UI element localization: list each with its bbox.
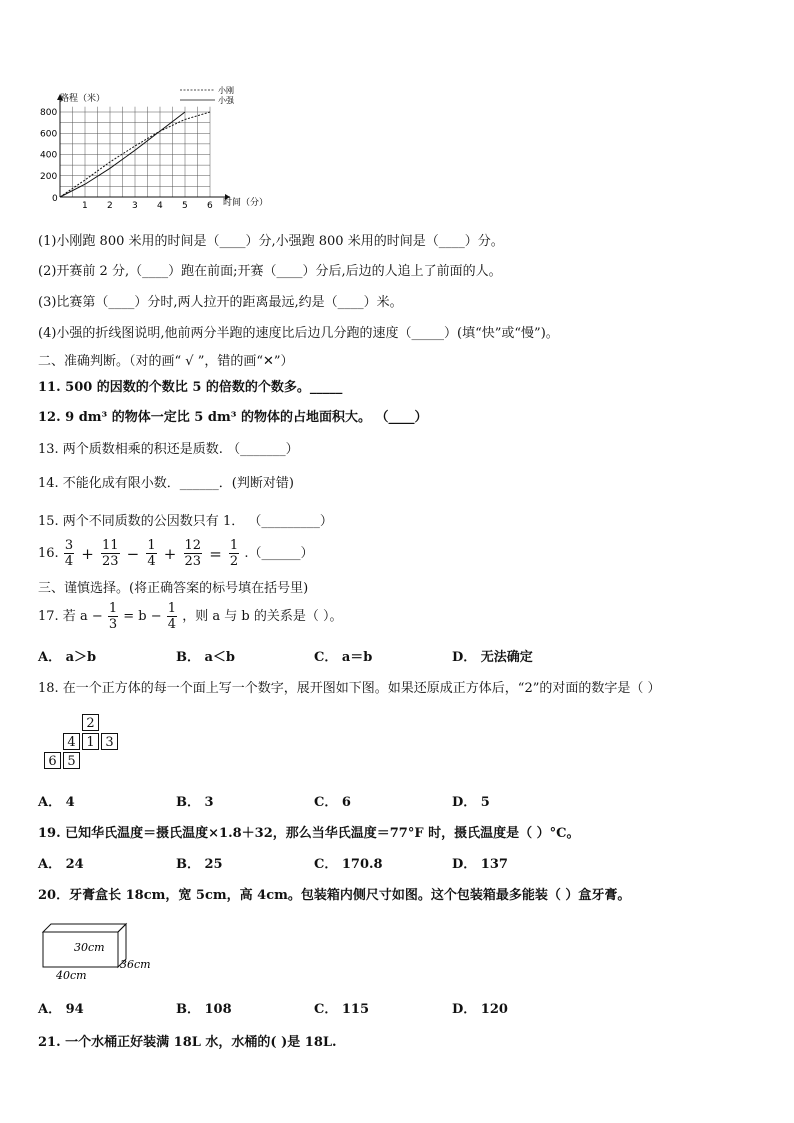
q20-option-a: A． 94 (38, 1002, 84, 1017)
q17-option-b: B． a＜b (176, 650, 236, 665)
y-tick-label: 400 (40, 150, 58, 161)
chart-grid (60, 107, 210, 197)
question-19: 19. 已知华氏温度＝摄氏温度×1.8＋32，那么当华氏温度＝77°F 时，摄氏温度是（ ）°C。 (38, 826, 580, 841)
question-1: (1)小刚跑 800 米用的时间是（____）分,小强跑 800 米用的时间是（____）分。 (38, 234, 504, 249)
net-cell: 6 (44, 752, 61, 769)
question-16: 16. $\frac{3}{4}$ + $\frac{11}{23}$ − $\frac{1}{4}$ + $\frac{12}{23}$ = $\frac{1}{2}$ .（______） (38, 538, 314, 569)
x-tick-label: 3 (132, 201, 138, 211)
question-18: 18. 在一个正方体的每一个面上写一个数字，展开图如下图。如果还原成正方体后，“2”的对面的数字是（ ） (38, 681, 661, 696)
distance-time-chart (30, 84, 280, 214)
origin-label: 0 (52, 194, 58, 204)
q19-option-d: D． 137 (452, 857, 508, 872)
net-cell: 1 (82, 733, 99, 750)
q18-option-d: D． 5 (452, 795, 490, 810)
question-4: (4)小强的折线图说明,他前两分半跑的速度比后边几分跑的速度（_____）(填“快”或“慢”)。 (38, 326, 559, 341)
box-length-label: 40cm (56, 969, 87, 982)
q16-fraction-1: $\frac{3}{4}$ (64, 538, 74, 569)
box-height-label: 30cm (74, 941, 105, 954)
q17-option-a: A． a＞b (38, 650, 97, 665)
x-tick-label: 4 (157, 201, 163, 211)
x-tick-label: 6 (207, 201, 213, 211)
question-21: 21. 一个水桶正好装满 18L 水，水桶的( )是 18L. (38, 1035, 337, 1050)
box-width-label: 36cm (120, 958, 151, 971)
x-tick-label: 2 (107, 201, 113, 211)
x-tick-label: 5 (182, 201, 188, 211)
question-20: 20．牙膏盒长 18cm，宽 5cm，高 4cm。包装箱内侧尺寸如图。这个包装箱最多能装（ ）盒牙膏。 (38, 888, 631, 903)
question-12: 12. 9 dm³ 的物体一定比 5 dm³ 的物体的占地面积大。 （____） (38, 410, 428, 425)
q19-option-b: B． 25 (176, 857, 223, 872)
q17-fraction-1: $\frac{1}{3}$ (108, 601, 118, 632)
q16-fraction-2: $\frac{11}{23}$ (101, 538, 119, 569)
question-3: (3)比赛第（____）分时,两人拉开的距离最远,约是（____）米。 (38, 295, 403, 310)
x-tick-label: 1 (82, 201, 88, 211)
question-15: 15. 两个不同质数的公因数只有 1． （_________） (38, 514, 333, 529)
q16-fraction-5: $\frac{1}{2}$ (229, 538, 239, 569)
net-cell: 3 (101, 733, 118, 750)
question-11: 11. 500 的因数的个数比 5 的倍数的个数多。_____ (38, 380, 343, 395)
q17-fraction-2: $\frac{1}{4}$ (167, 601, 177, 632)
net-cell: 2 (82, 714, 99, 731)
question-13: 13. 两个质数相乘的积还是质数. （_______） (38, 442, 299, 457)
q17-option-c: C． a＝b (314, 650, 373, 665)
question-14: 14. 不能化成有限小数．______．(判断对错) (38, 476, 294, 491)
y-tick-label: 200 (40, 171, 58, 182)
q16-fraction-3: $\frac{1}{4}$ (147, 538, 156, 569)
y-tick-label: 600 (40, 129, 58, 140)
q20-option-c: C． 115 (314, 1002, 370, 1017)
legend-label-xiaogang: 小刚 (218, 86, 234, 95)
q18-option-c: C． 6 (314, 795, 351, 810)
packing-box-diagram (38, 922, 158, 982)
q20-option-b: B． 108 (176, 1002, 232, 1017)
chart-legend (180, 85, 235, 105)
x-axis-label: 时间（分） (223, 198, 269, 208)
net-cell: 4 (63, 733, 80, 750)
q17-option-d: D． 无法确定 (452, 650, 533, 665)
q19-option-c: C． 170.8 (314, 857, 383, 872)
q16-number: 16. (38, 546, 59, 561)
q16-answer-blank: .（______） (244, 546, 314, 561)
q19-option-a: A． 24 (38, 857, 84, 872)
section-2-heading: 二、准确判断。（对的画“ √ ”，错的画“✕”） (38, 354, 294, 369)
y-axis-label: 路程（米） (60, 94, 106, 104)
section-3-heading: 三、谨慎选择。(将正确答案的标号填在括号里) (38, 581, 309, 596)
q20-option-d: D． 120 (452, 1002, 508, 1017)
q16-fraction-4: $\frac{12}{23}$ (184, 538, 202, 569)
net-cell: 5 (63, 752, 80, 769)
cube-net (44, 714, 144, 772)
question-2: (2)开赛前 2 分,（____）跑在前面;开赛（____）分后,后边的人追上了前面的人。 (38, 264, 502, 279)
y-tick-label: 800 (40, 108, 58, 118)
question-17: 17. 若 a − $\frac{1}{3}$ = b − $\frac{1}{4}$ ，则 a 与 b 的关系是（ ）。 (38, 601, 343, 632)
q18-option-a: A． 4 (38, 795, 75, 810)
legend-label-xiaoqiang: 小强 (218, 96, 234, 105)
q18-option-b: B． 3 (176, 795, 214, 810)
